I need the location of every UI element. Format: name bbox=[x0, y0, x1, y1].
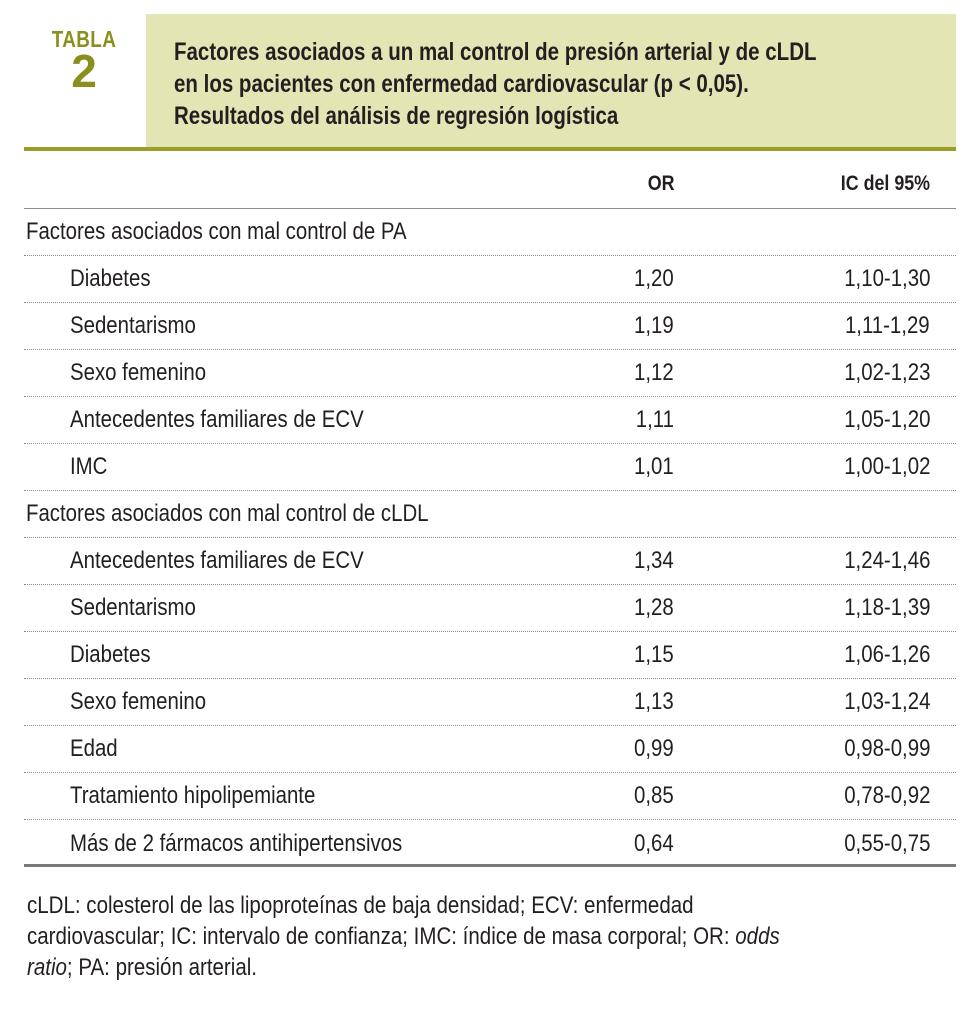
ic-cell: 1,10-1,30 bbox=[843, 265, 930, 292]
table-row bbox=[24, 726, 956, 773]
ic-cell: 1,00-1,02 bbox=[843, 453, 930, 480]
table-header bbox=[24, 14, 956, 148]
factor-cell: Sedentarismo bbox=[70, 594, 196, 621]
table-title bbox=[174, 36, 830, 132]
or-cell: 0,99 bbox=[634, 735, 674, 762]
section-row bbox=[24, 491, 956, 538]
table-row bbox=[24, 538, 956, 585]
table-row bbox=[24, 632, 956, 679]
footnote-line: ratio; PA: presión arterial. bbox=[27, 954, 258, 981]
section-title: Factores asociados con mal control de PA bbox=[26, 218, 407, 245]
column-header-ic: IC del 95% bbox=[840, 171, 930, 195]
ic-cell: 1,06-1,26 bbox=[843, 641, 930, 668]
ic-cell: 1,02-1,23 bbox=[843, 359, 930, 386]
or-cell: 1,20 bbox=[634, 265, 674, 292]
factor-cell: Más de 2 fármacos antihipertensivos bbox=[70, 829, 403, 857]
factor-cell: Tratamiento hipolipemiante bbox=[70, 782, 316, 809]
table-footnote bbox=[27, 890, 933, 983]
or-cell: 1,13 bbox=[634, 688, 674, 715]
ic-cell: 1,11-1,29 bbox=[845, 312, 930, 339]
or-cell: 1,12 bbox=[634, 359, 674, 386]
title-line: Resultados del análisis de regresión logística bbox=[174, 102, 619, 130]
table-bottom-rule bbox=[24, 864, 956, 867]
title-line: Factores asociados a un mal control de presión arterial y de cLDL bbox=[174, 38, 817, 66]
table-row bbox=[24, 444, 956, 491]
title-box bbox=[146, 14, 956, 148]
factor-cell: Sexo femenino bbox=[70, 688, 207, 715]
table-row bbox=[24, 303, 956, 350]
table-row bbox=[24, 773, 956, 820]
or-cell: 0,85 bbox=[634, 782, 674, 809]
table-row bbox=[24, 585, 956, 632]
table-label: TABLA bbox=[51, 26, 117, 52]
ic-cell: 1,24-1,46 bbox=[843, 547, 930, 574]
table-row bbox=[24, 820, 956, 867]
factor-cell: Diabetes bbox=[70, 641, 151, 668]
results-table bbox=[24, 151, 956, 867]
or-cell: 1,01 bbox=[634, 453, 674, 480]
or-cell: 1,19 bbox=[634, 312, 674, 339]
section-row bbox=[24, 209, 956, 256]
or-cell: 1,11 bbox=[635, 406, 674, 433]
ic-cell: 0,78-0,92 bbox=[843, 782, 930, 809]
or-cell: 1,34 bbox=[634, 547, 674, 574]
table-row bbox=[24, 256, 956, 303]
footnote-line: cardiovascular; IC: intervalo de confianza; IMC: índice de masa corporal; OR: odds bbox=[27, 923, 780, 950]
table-row bbox=[24, 397, 956, 444]
footnote-line: cLDL: colesterol de las lipoproteínas de baja densidad; ECV: enfermedad bbox=[27, 892, 694, 919]
column-header-or: OR bbox=[647, 171, 674, 195]
ic-cell: 1,05-1,20 bbox=[843, 406, 930, 433]
title-line: en los pacientes con enfermedad cardiovascular (p < 0,05). bbox=[174, 70, 749, 98]
ic-cell: 0,55-0,75 bbox=[843, 829, 930, 857]
table-number: 2 bbox=[71, 45, 97, 97]
factor-cell: Edad bbox=[70, 735, 118, 762]
table-row bbox=[24, 679, 956, 726]
column-header-row bbox=[24, 151, 956, 209]
factor-cell: Sexo femenino bbox=[70, 359, 207, 386]
ic-cell: 0,98-0,99 bbox=[843, 735, 930, 762]
factor-cell: Diabetes bbox=[70, 265, 151, 292]
factor-cell: Antecedentes familiares de ECV bbox=[70, 547, 364, 574]
ic-cell: 1,03-1,24 bbox=[843, 688, 930, 715]
table-row bbox=[24, 350, 956, 397]
or-cell: 0,64 bbox=[634, 829, 674, 857]
factor-cell: Sedentarismo bbox=[70, 312, 196, 339]
factor-cell: Antecedentes familiares de ECV bbox=[70, 406, 364, 433]
factor-cell: IMC bbox=[70, 453, 108, 480]
or-cell: 1,28 bbox=[634, 594, 674, 621]
section-title: Factores asociados con mal control de cLDL bbox=[26, 500, 429, 527]
ic-cell: 1,18-1,39 bbox=[843, 594, 930, 621]
or-cell: 1,15 bbox=[634, 641, 674, 668]
